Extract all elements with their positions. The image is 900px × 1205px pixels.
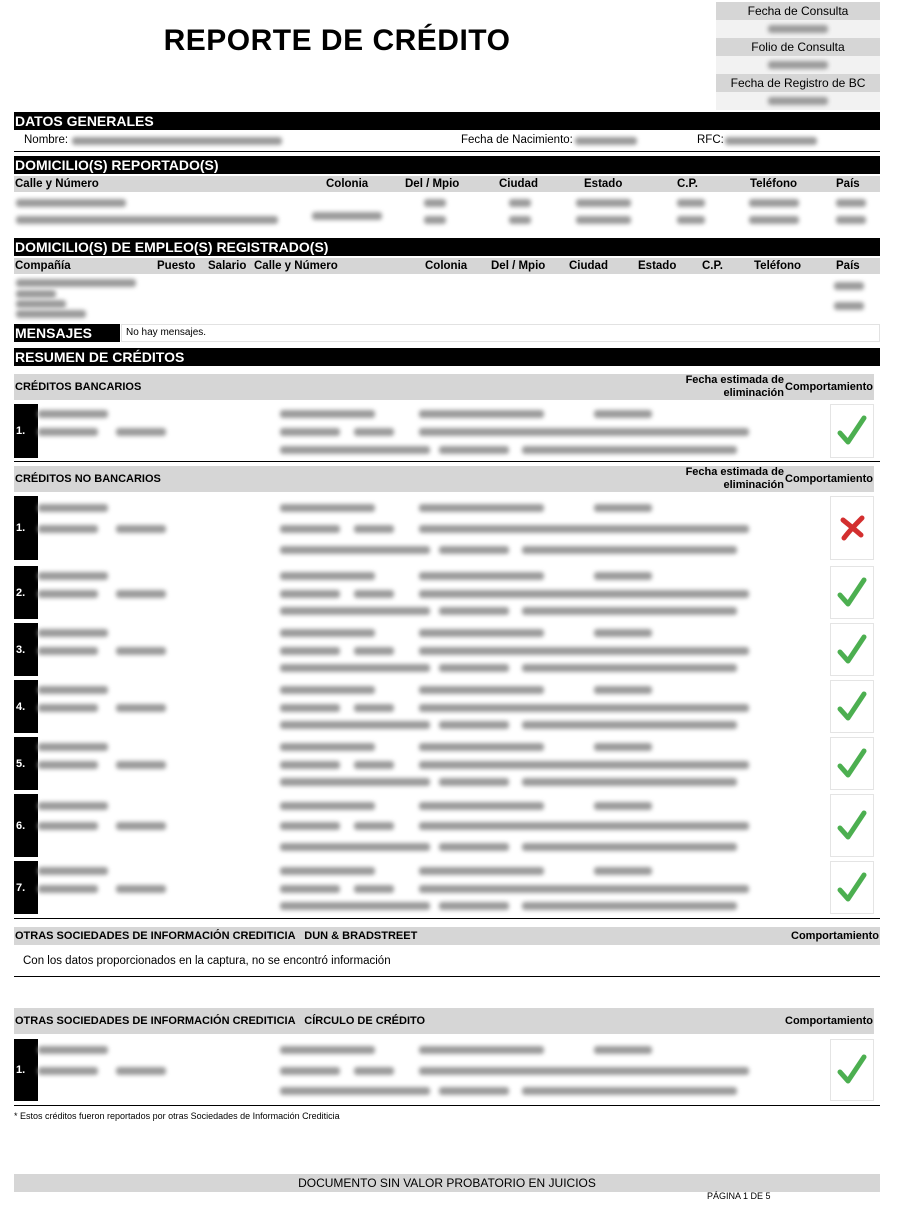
fecha-consulta-box: [716, 2, 880, 38]
comportamiento-cell: [830, 623, 874, 676]
row-number-label: 1.: [16, 425, 26, 437]
comportamiento-cell: [830, 1039, 874, 1101]
col-del-mpio: Del / Mpio: [405, 178, 460, 190]
col-colonia: Colonia: [326, 178, 369, 190]
check-icon: [837, 748, 867, 780]
credit-row: [14, 737, 880, 790]
mensajes-text: No hay mensajes.: [121, 324, 880, 342]
credit-row: [14, 680, 880, 733]
credit-row: [14, 861, 880, 914]
col-puesto: Puesto: [157, 260, 196, 272]
col-calle: Calle y Número: [15, 178, 99, 190]
col-compania: Compañía: [15, 260, 71, 272]
divider: [14, 1105, 880, 1106]
circulo-credito-header: [14, 1008, 874, 1034]
page-number: PÁGINA 1 DE 5: [707, 1191, 771, 1201]
credit-row: [14, 623, 880, 676]
col-telefono: Teléfono: [754, 260, 802, 272]
comportamiento-cell: [830, 496, 874, 560]
col-calle: Calle y Número: [254, 260, 338, 272]
rfc-label: RFC:: [697, 134, 724, 146]
empleos-column-header: [14, 258, 880, 274]
datos-generales-heading: DATOS GENERALES: [14, 112, 880, 130]
credit-row: [14, 404, 880, 458]
comportamiento-cell: [830, 861, 874, 914]
col-salario: Salario: [208, 260, 247, 272]
check-icon: [837, 634, 867, 666]
creditos-bancarios-title: CRÉDITOS BANCARIOS: [15, 381, 142, 393]
row-number-label: 6.: [16, 819, 26, 832]
row-number: [14, 623, 38, 676]
comportamiento-cell: [830, 566, 874, 619]
comportamiento-col: Comportamiento: [785, 473, 873, 485]
row-number-label: 1.: [16, 1064, 26, 1076]
divider: [14, 976, 880, 977]
row-number-label: 7.: [16, 881, 26, 894]
credit-row: [14, 496, 880, 560]
check-icon: [837, 810, 867, 842]
col-pais: País: [836, 178, 860, 190]
row-number: [14, 794, 38, 857]
folio-consulta-label: Folio de Consulta: [716, 38, 880, 56]
col-estado: Estado: [584, 178, 623, 190]
domicilios-column-header: [14, 176, 880, 192]
divider: [14, 151, 880, 152]
mensajes-heading: MENSAJES: [14, 324, 120, 342]
col-colonia: Colonia: [425, 260, 468, 272]
check-icon: [837, 691, 867, 723]
col-ciudad: Ciudad: [499, 178, 538, 190]
report-title: REPORTE DE CRÉDITO: [163, 24, 511, 57]
row-number: [14, 566, 38, 619]
divider: [14, 918, 880, 919]
comportamiento-col: Comportamiento: [791, 930, 879, 942]
col-estado: Estado: [638, 260, 677, 272]
row-number: [14, 737, 38, 790]
col-del-mpio: Del / Mpio: [491, 260, 546, 272]
circulo-credito-title: OTRAS SOCIEDADES DE INFORMACIÓN CREDITICIA CÍRCULO DE CRÉDITO: [15, 1015, 426, 1027]
comportamiento-cell: [830, 794, 874, 857]
domicilios-heading: DOMICILIO(S) REPORTADO(S): [14, 156, 880, 174]
row-number-label: 5.: [16, 757, 26, 770]
col-telefono: Teléfono: [750, 178, 798, 190]
row-number-label: 4.: [16, 700, 26, 713]
comportamiento-cell: [830, 404, 874, 458]
folio-consulta-value: [716, 56, 880, 74]
check-icon: [837, 415, 867, 447]
credit-row: [14, 794, 880, 857]
nombre-label: Nombre:: [24, 134, 69, 146]
row-number: [14, 861, 38, 914]
rfc-value: [725, 137, 817, 145]
folio-consulta-box: [716, 38, 880, 74]
comportamiento-col: Comportamiento: [785, 1015, 873, 1027]
fecha-eliminacion-col: Fecha estimada de eliminación: [685, 466, 784, 491]
creditos-no-bancarios-header: [14, 466, 874, 492]
fecha-consulta-label: Fecha de Consulta: [716, 2, 880, 20]
col-pais: País: [836, 260, 860, 272]
col-ciudad: Ciudad: [569, 260, 608, 272]
fecha-registro-box: [716, 74, 880, 110]
cross-icon: [837, 513, 867, 543]
credit-row: [14, 1039, 880, 1101]
check-icon: [837, 1054, 867, 1086]
dun-bradstreet-message: Con los datos proporcionados en la captura, no se encontró información: [23, 955, 391, 967]
row-number-label: 3.: [16, 643, 26, 656]
creditos-bancarios-header: [14, 374, 874, 400]
nombre-value: [72, 137, 282, 145]
footer-disclaimer: DOCUMENTO SIN VALOR PROBATORIO EN JUICIOS: [14, 1174, 880, 1192]
fecha-registro-value: [716, 92, 880, 110]
check-icon: [837, 872, 867, 904]
fecha-consulta-value: [716, 20, 880, 38]
col-cp: C.P.: [677, 178, 698, 190]
fecha-registro-label: Fecha de Registro de BC: [716, 74, 880, 92]
col-cp: C.P.: [702, 260, 723, 272]
dun-bradstreet-header: [14, 927, 880, 945]
row-number: [14, 404, 38, 458]
row-number-label: 1.: [16, 522, 26, 534]
check-icon: [837, 577, 867, 609]
fecha-nacimiento-label: Fecha de Nacimiento:: [461, 134, 573, 146]
empleos-heading: DOMICILIO(S) DE EMPLEO(S) REGISTRADO(S): [14, 238, 880, 256]
row-number: [14, 496, 38, 560]
domicilios-rows: [14, 194, 880, 234]
comportamiento-cell: [830, 680, 874, 733]
comportamiento-col: Comportamiento: [785, 381, 873, 393]
comportamiento-cell: [830, 737, 874, 790]
empleos-rows: [14, 274, 880, 320]
row-number-label: 2.: [16, 586, 26, 599]
resumen-heading: RESUMEN DE CRÉDITOS: [14, 348, 880, 366]
divider: [14, 461, 880, 462]
row-number: [14, 680, 38, 733]
fecha-eliminacion-col: Fecha estimada de eliminación: [685, 374, 784, 399]
creditos-no-bancarios-title: CRÉDITOS NO BANCARIOS: [15, 473, 161, 485]
dun-bradstreet-title: OTRAS SOCIEDADES DE INFORMACIÓN CREDITICIA DUN & BRADSTREET: [15, 930, 418, 942]
footnote: * Estos créditos fueron reportados por otras Sociedades de Información Crediticia: [14, 1111, 340, 1121]
fecha-nacimiento-value: [575, 137, 637, 145]
row-number: [14, 1039, 38, 1101]
credit-row: [14, 566, 880, 619]
